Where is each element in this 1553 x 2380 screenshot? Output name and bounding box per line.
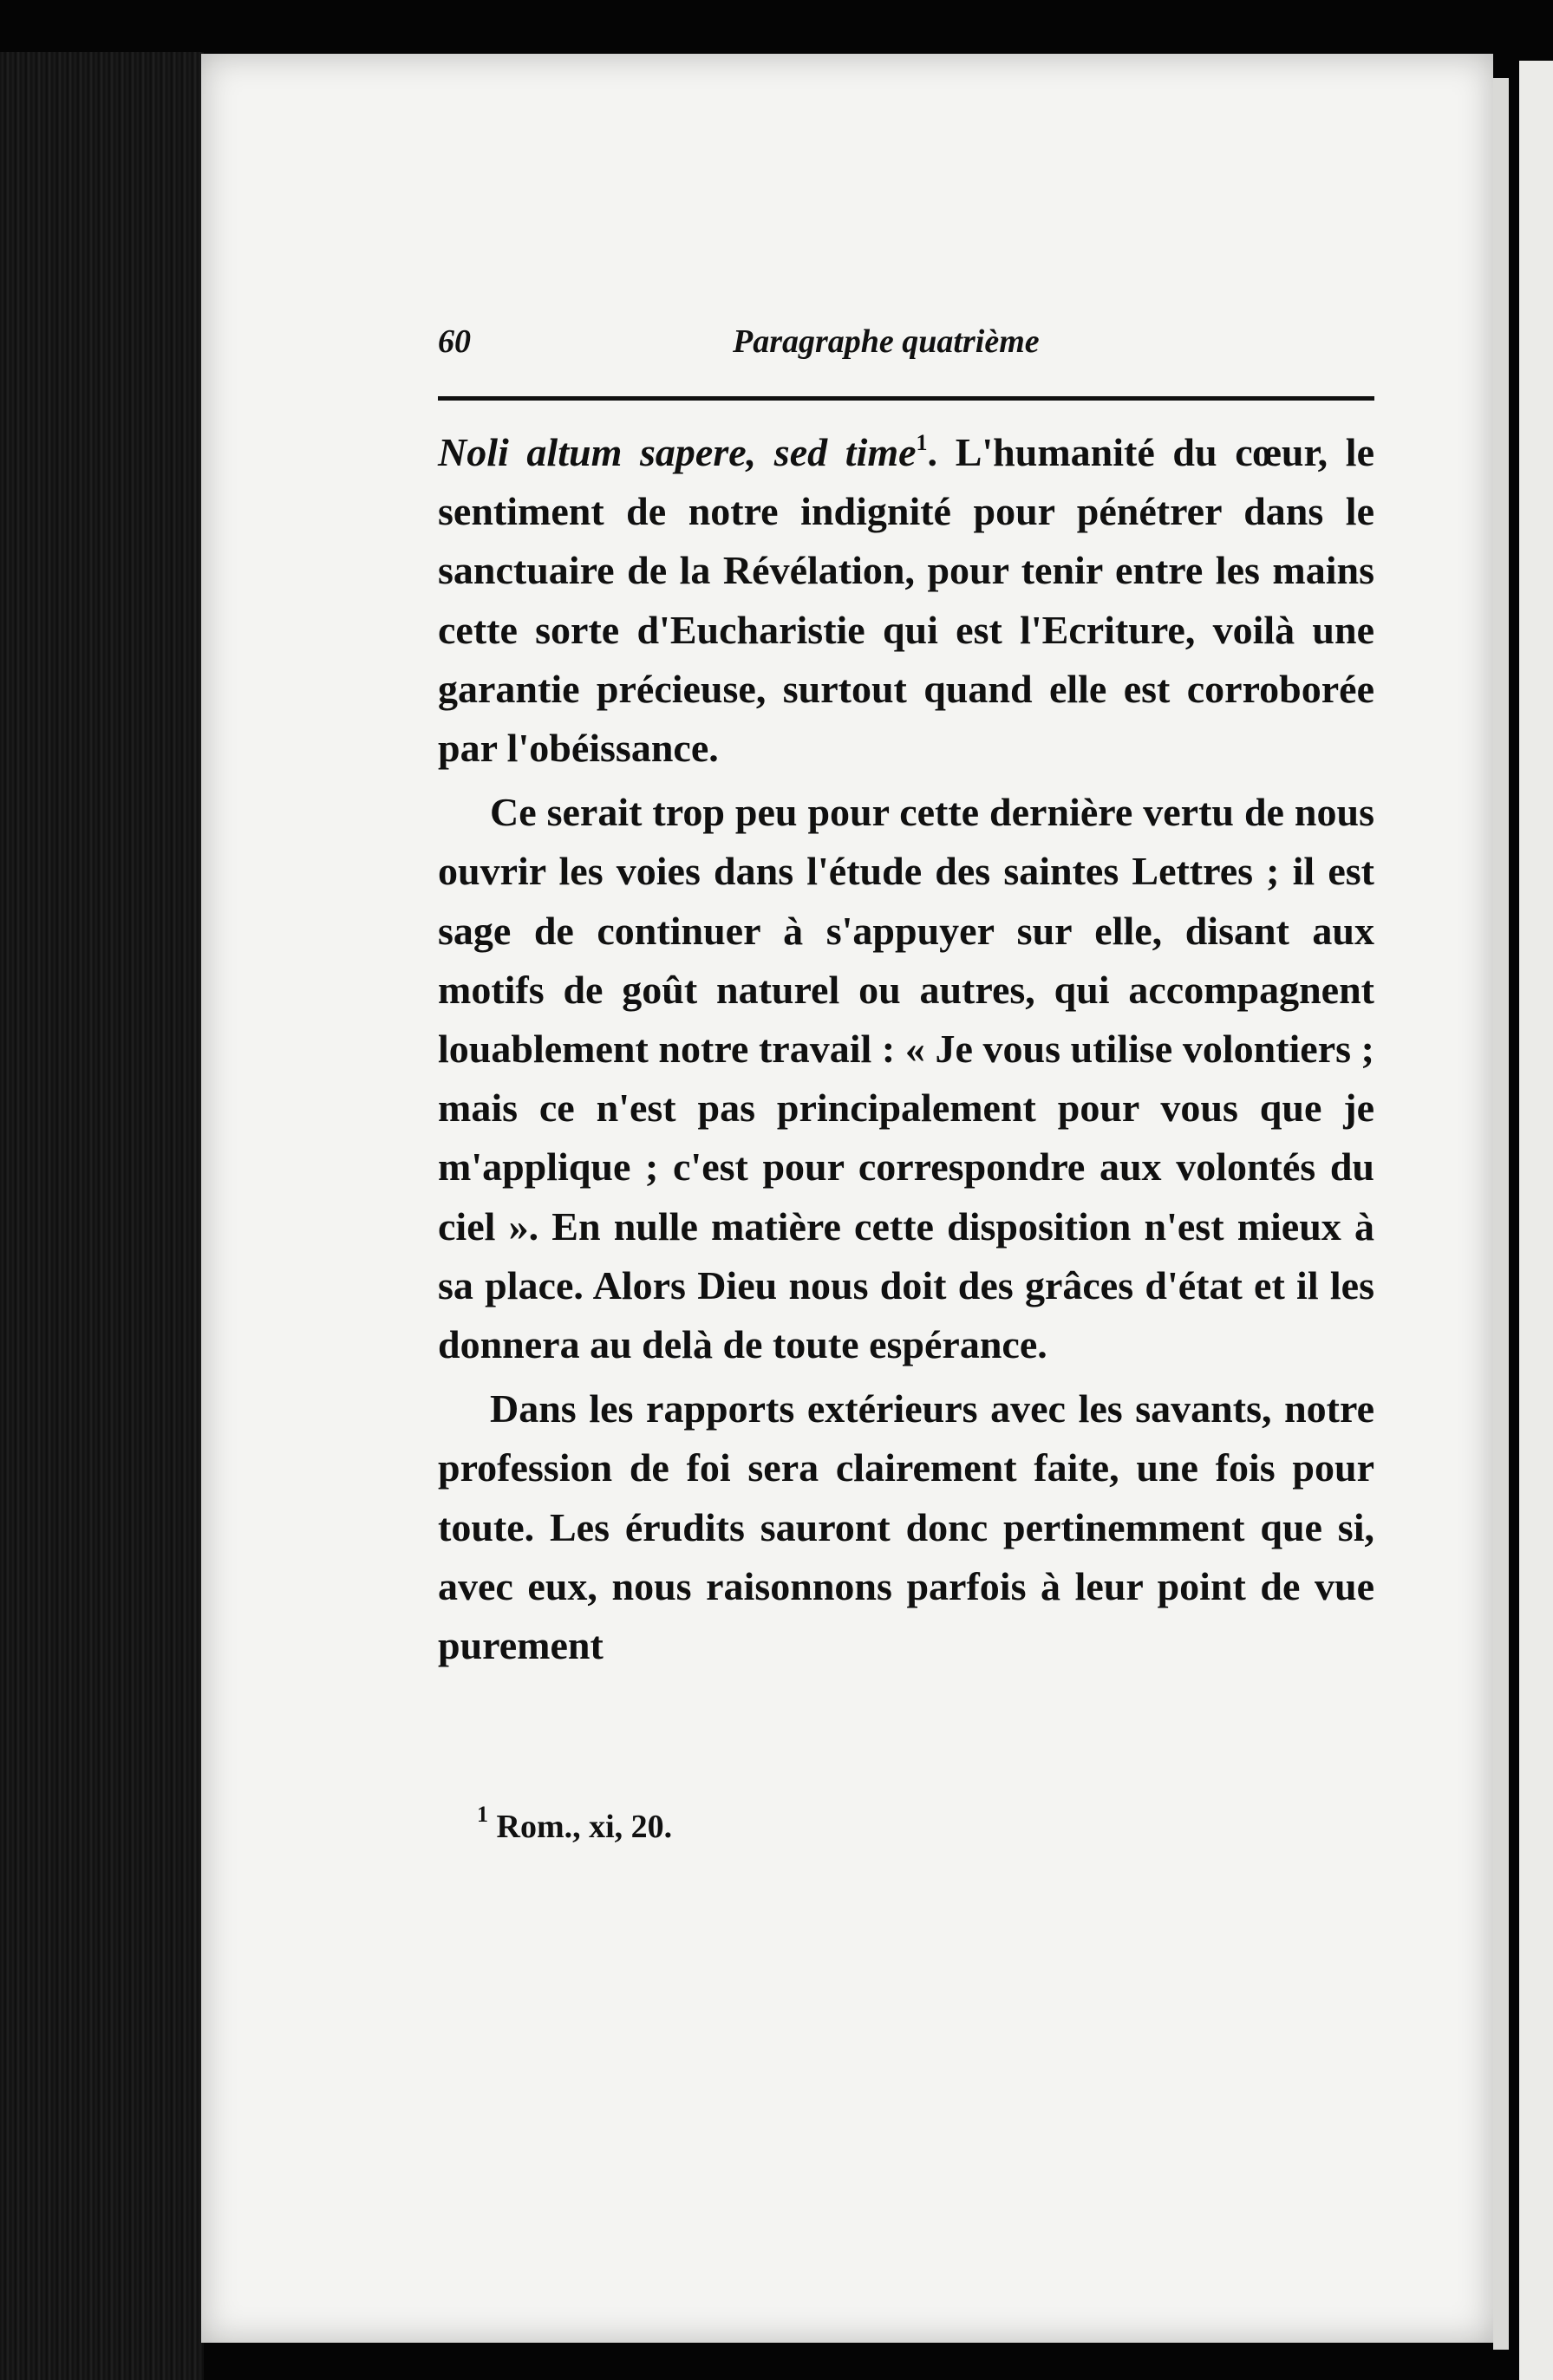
page-edge: [1493, 78, 1509, 2350]
footnote-marker: 1: [477, 1802, 488, 1827]
section-title: Paragraphe quatrième: [733, 323, 1040, 360]
body-text: [438, 423, 1374, 1675]
paragraph-3: Dans les rapports extérieurs avec les savants, notre profession de foi sera clairement faite, une fois pour toute. Les érudits sauront donc pertinemment que si, avec eux, nous raisonnons parfois à leur point de vue purement: [438, 1386, 1374, 1668]
header-rule: [438, 396, 1374, 401]
paragraph-1: [438, 423, 1374, 778]
facing-page-edge: [1519, 61, 1553, 2380]
paragraph-1-text: . L'humanité du cœur, le sentiment de notre indignité pour pénétrer dans le sanctuaire de la Révélation, pour tenir entre les mains cette sorte d'Eucharistie qui est l'Ecriture, voilà une garantie précieuse, surtout quand elle est corroborée par l'obéissance.: [438, 430, 1374, 771]
book-binding: [0, 52, 204, 2380]
latin-quote: Noli altum sapere, sed time: [438, 430, 917, 474]
footnote-reference: 1: [916, 430, 928, 455]
running-head: [438, 323, 1374, 375]
page-number: 60: [438, 323, 471, 360]
footnote-text: Rom., xi, 20.: [488, 1809, 673, 1845]
footnote: [477, 1802, 673, 1846]
paragraph-2: Ce serait trop peu pour cette dernière vertu de nous ouvrir les voies dans l'étude des saintes Lettres ; il est sage de continuer à s'appuyer sur elle, disant aux motifs de goût naturel ou autres, qui accompagnent louablement notre travail : « Je vous utilise volontiers ; mais ce n'est pas principalement pour vous que je m'applique ; c'est pour correspondre aux volontés du ciel ». En nulle matière cette disposition n'est mieux à sa place. Alors Dieu nous doit des grâces d'état et il les donnera au delà de toute espérance.: [438, 790, 1374, 1367]
